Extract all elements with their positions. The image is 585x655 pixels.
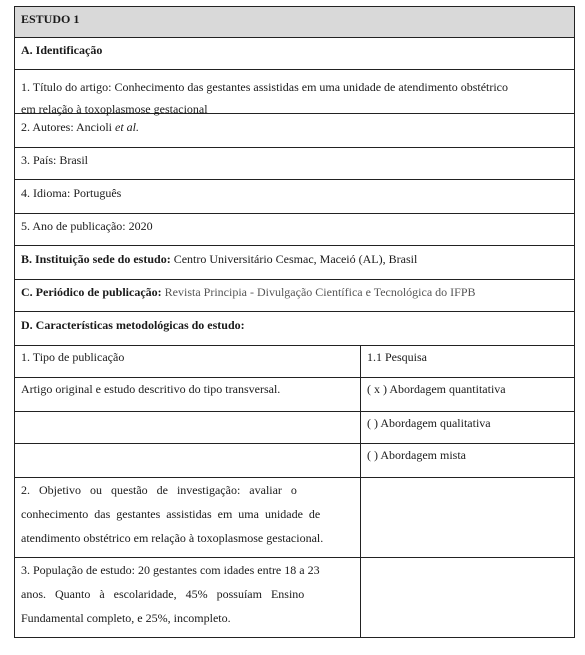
publication-type-header-row [14,346,575,378]
population-row [14,558,575,638]
article-title-line-2: em relação à toxoplasmose gestacional [21,102,208,116]
publication-type-label: 1. Tipo de publicação [21,350,125,364]
population-line-3: Fundamental completo, e 25%, incompleto. [21,611,231,625]
section-identification-title: A. Identificação [21,43,103,57]
objective-line-1: 2. Objetivo ou questão de investigação: avaliar o [21,483,297,497]
objective-line-2: conhecimento das gestantes assistidas em uma unidade de [21,507,321,521]
research-label-cell [361,346,574,377]
authors-row [14,114,575,148]
publication-type-value: Artigo original e estudo descritivo do tipo transversal. [21,382,281,396]
approach-qualitative-row [14,412,575,444]
institution-value: Centro Universitário Cesmac, Maceió (AL), Brasil [170,252,418,266]
empty-cell-2 [15,444,361,477]
publication-type-value-cell [15,378,361,411]
journal-value: Revista Principia - Divulgação Científica e Tecnológica do IFPB [161,285,476,299]
authors-text: 2. Autores: Ancioli [21,120,115,134]
approach-quantitative: ( x ) Abordagem quantitativa [367,382,506,396]
empty-cell-1 [15,412,361,443]
objective-cell [15,478,361,557]
institution-label: B. Instituição sede do estudo: [21,252,171,266]
article-title-line-1: 1. Título do artigo: Conhecimento das gestantes assistidas em uma unidade de atendimento obstétrico [21,80,509,94]
study-title: ESTUDO 1 [21,12,80,26]
approach-qualitative: ( ) Abordagem qualitativa [367,416,491,430]
approach-qualitative-cell [361,412,574,443]
section-identification [14,38,575,70]
journal-row [14,280,575,312]
year-text: 5. Ano de publicação: 2020 [21,219,153,233]
objective-empty-cell [361,478,574,557]
language-text: 4. Idioma: Português [21,186,122,200]
year-row [14,214,575,246]
publication-type-row [14,378,575,412]
approach-mixed-cell [361,444,574,477]
objective-row [14,478,575,558]
country-text: 3. País: Brasil [21,153,89,167]
approach-mixed: ( ) Abordagem mista [367,448,466,462]
publication-type-label-cell [15,346,361,377]
study-table [14,6,575,638]
population-line-2: anos. Quanto à escolaridade, 45% possuíam Ensino [21,587,305,601]
research-label: 1.1 Pesquisa [367,350,427,364]
population-line-1: 3. População de estudo: 20 gestantes com idades entre 18 a 23 [21,563,320,577]
section-methodology-title: D. Características metodológicas do estudo: [21,318,245,332]
population-cell [15,558,361,637]
approach-mixed-row [14,444,575,478]
approach-quantitative-cell [361,378,574,411]
study-header [14,6,575,38]
population-empty-cell [361,558,574,637]
authors-etal: et al. [115,120,139,134]
objective-line-3: atendimento obstétrico em relação à toxoplasmose gestacional. [21,531,324,545]
article-title-row [14,70,575,114]
country-row [14,148,575,180]
institution-row [14,246,575,280]
language-row [14,180,575,214]
section-methodology [14,312,575,346]
journal-label: C. Periódico de publicação: [21,285,162,299]
